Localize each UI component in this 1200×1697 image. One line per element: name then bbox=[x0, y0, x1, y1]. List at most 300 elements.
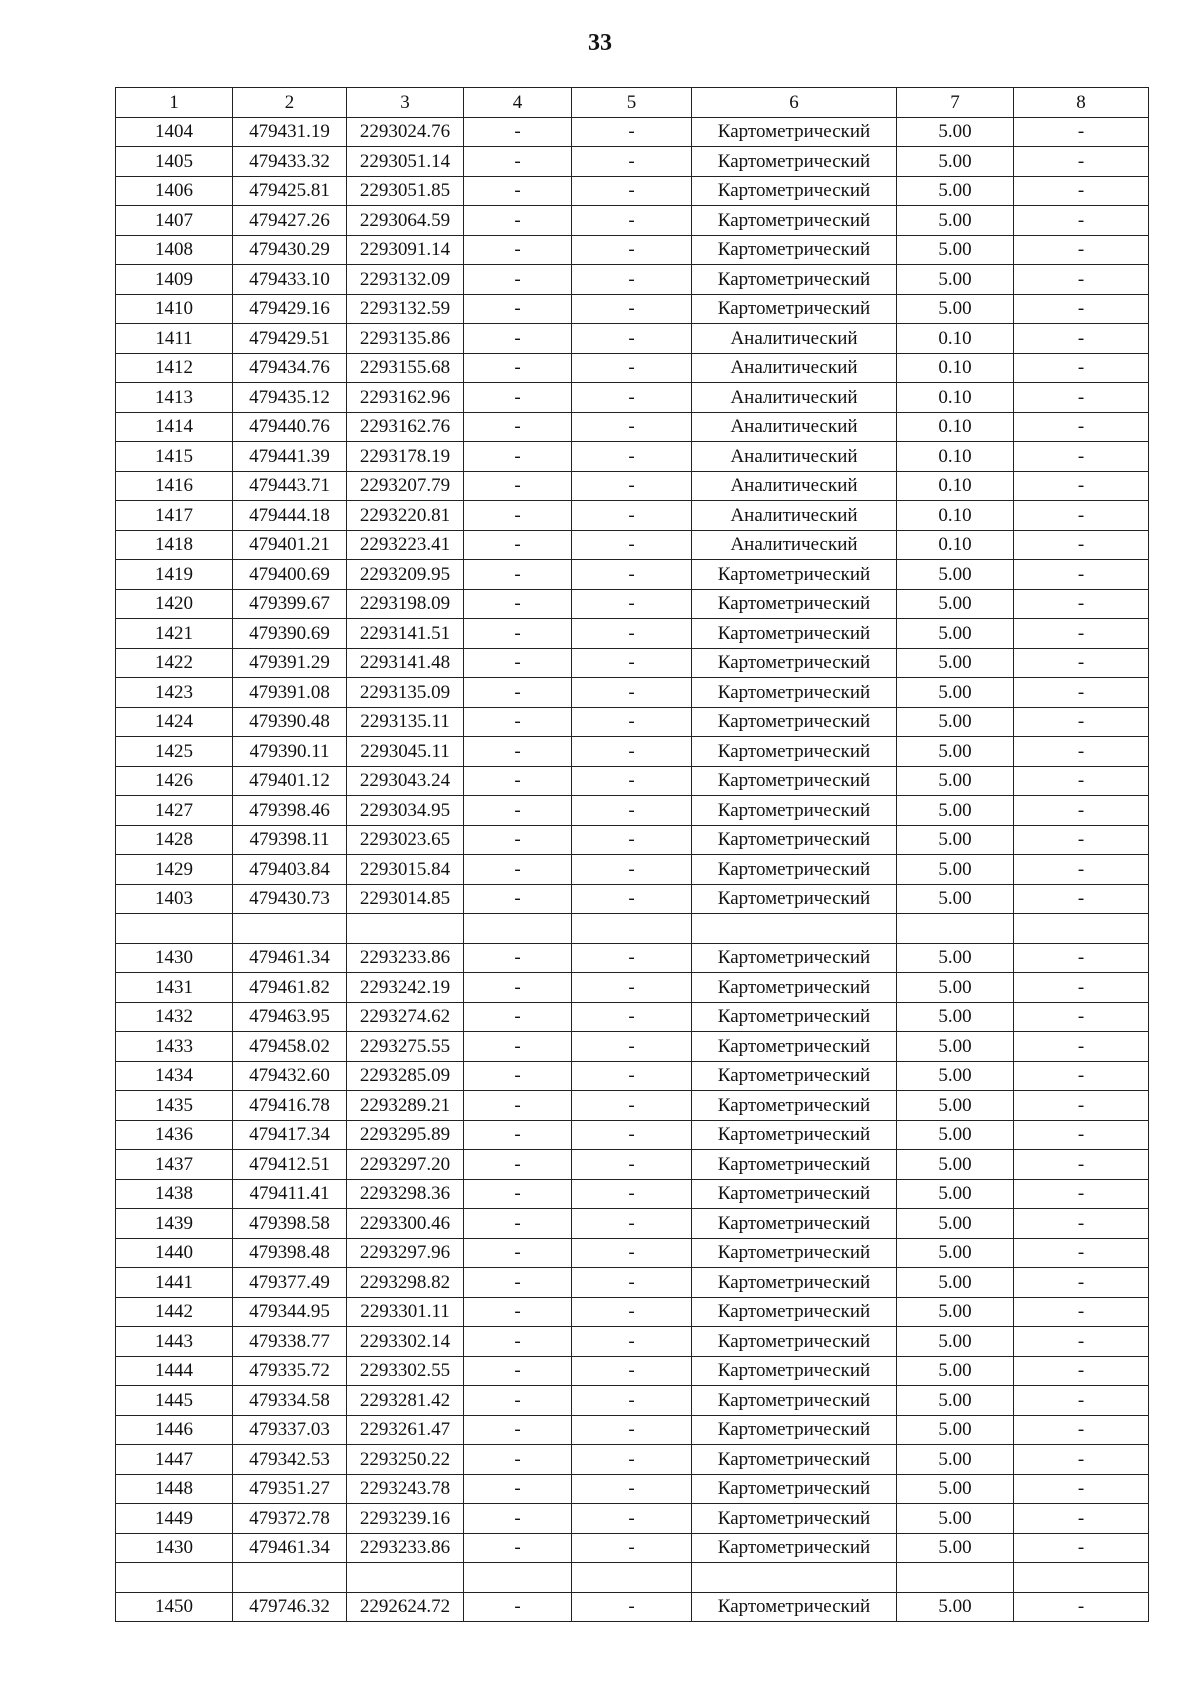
table-cell: 479433.10 bbox=[233, 265, 347, 295]
table-cell: 5.00 bbox=[897, 265, 1014, 295]
table-cell: 1441 bbox=[116, 1268, 233, 1298]
table-cell: - bbox=[572, 1268, 692, 1298]
table-cell: 479390.48 bbox=[233, 707, 347, 737]
table-cell: 479411.41 bbox=[233, 1179, 347, 1209]
table-cell: 479416.78 bbox=[233, 1091, 347, 1121]
table-cell: 1434 bbox=[116, 1061, 233, 1091]
table-cell bbox=[572, 914, 692, 944]
table-cell: Аналитический bbox=[692, 501, 897, 531]
table-cell: 479372.78 bbox=[233, 1504, 347, 1534]
table-cell: - bbox=[1014, 1415, 1149, 1445]
table-cell: 5.00 bbox=[897, 1061, 1014, 1091]
table-cell: 2293141.48 bbox=[347, 648, 464, 678]
table-cell: Картометрический bbox=[692, 1592, 897, 1622]
table-row bbox=[116, 1002, 1149, 1032]
table-cell: 5.00 bbox=[897, 1238, 1014, 1268]
table-cell: 479351.27 bbox=[233, 1474, 347, 1504]
table-cell: - bbox=[464, 678, 572, 708]
table-cell: 1427 bbox=[116, 796, 233, 826]
table-row bbox=[116, 147, 1149, 177]
table-cell: 479434.76 bbox=[233, 353, 347, 383]
table-cell: 1438 bbox=[116, 1179, 233, 1209]
table-cell: - bbox=[464, 501, 572, 531]
column-header: 5 bbox=[572, 88, 692, 118]
table-cell: 479398.58 bbox=[233, 1209, 347, 1239]
table-cell: 479390.69 bbox=[233, 619, 347, 649]
table-row bbox=[116, 265, 1149, 295]
table-cell: 1411 bbox=[116, 324, 233, 354]
separator-row bbox=[116, 914, 1149, 944]
table-cell: 1436 bbox=[116, 1120, 233, 1150]
table-cell: 1414 bbox=[116, 412, 233, 442]
table-cell: - bbox=[572, 176, 692, 206]
table-cell: - bbox=[1014, 1386, 1149, 1416]
table-cell: - bbox=[1014, 530, 1149, 560]
table-cell: - bbox=[464, 1061, 572, 1091]
table-cell: - bbox=[572, 973, 692, 1003]
table-cell: 479441.39 bbox=[233, 442, 347, 472]
table-cell: 5.00 bbox=[897, 825, 1014, 855]
table-cell: 479444.18 bbox=[233, 501, 347, 531]
table-cell: - bbox=[1014, 884, 1149, 914]
table-cell: - bbox=[464, 1533, 572, 1563]
column-header: 3 bbox=[347, 88, 464, 118]
column-header: 8 bbox=[1014, 88, 1149, 118]
table-cell: - bbox=[464, 1474, 572, 1504]
table-cell: 2293281.42 bbox=[347, 1386, 464, 1416]
table-row bbox=[116, 1474, 1149, 1504]
table-cell: 5.00 bbox=[897, 1268, 1014, 1298]
table-cell: 5.00 bbox=[897, 176, 1014, 206]
table-cell: - bbox=[572, 1474, 692, 1504]
page-number: 33 bbox=[588, 30, 612, 56]
table-cell: Картометрический bbox=[692, 1445, 897, 1475]
table-row bbox=[116, 589, 1149, 619]
table-cell: 2293051.85 bbox=[347, 176, 464, 206]
table-cell: 1403 bbox=[116, 884, 233, 914]
table-row bbox=[116, 766, 1149, 796]
table-cell: 2293295.89 bbox=[347, 1120, 464, 1150]
table-cell: - bbox=[464, 1150, 572, 1180]
table-cell: - bbox=[572, 353, 692, 383]
table-cell: 479412.51 bbox=[233, 1150, 347, 1180]
table-cell: 479398.48 bbox=[233, 1238, 347, 1268]
table-cell: 1433 bbox=[116, 1032, 233, 1062]
header-row bbox=[116, 88, 1149, 118]
table-row bbox=[116, 560, 1149, 590]
table-cell: - bbox=[464, 737, 572, 767]
table-cell: - bbox=[1014, 1179, 1149, 1209]
table-cell: - bbox=[572, 294, 692, 324]
table-cell: - bbox=[464, 1002, 572, 1032]
table-cell: - bbox=[464, 235, 572, 265]
table-cell: Картометрический bbox=[692, 1091, 897, 1121]
table-cell: 5.00 bbox=[897, 235, 1014, 265]
table-cell: - bbox=[572, 235, 692, 265]
table-cell: 1430 bbox=[116, 943, 233, 973]
table-cell: - bbox=[1014, 412, 1149, 442]
table-row bbox=[116, 825, 1149, 855]
table-cell: - bbox=[464, 206, 572, 236]
table-cell: 1424 bbox=[116, 707, 233, 737]
table-cell: - bbox=[572, 471, 692, 501]
table-cell: 5.00 bbox=[897, 973, 1014, 1003]
table-row bbox=[116, 619, 1149, 649]
table-cell: - bbox=[464, 796, 572, 826]
table-cell: Картометрический bbox=[692, 1032, 897, 1062]
table-row bbox=[116, 1032, 1149, 1062]
table-cell: Картометрический bbox=[692, 1327, 897, 1357]
table-cell: 2293064.59 bbox=[347, 206, 464, 236]
table-cell: - bbox=[464, 1268, 572, 1298]
table-cell: 2293250.22 bbox=[347, 1445, 464, 1475]
table-cell: - bbox=[464, 1327, 572, 1357]
table-cell: - bbox=[464, 707, 572, 737]
table-cell: Картометрический bbox=[692, 1150, 897, 1180]
table-cell: 2293162.96 bbox=[347, 383, 464, 413]
table-cell: 479458.02 bbox=[233, 1032, 347, 1062]
table-cell: - bbox=[572, 324, 692, 354]
table-cell: 1450 bbox=[116, 1592, 233, 1622]
table-cell: 2293302.55 bbox=[347, 1356, 464, 1386]
table-cell: - bbox=[572, 1504, 692, 1534]
table-cell: 5.00 bbox=[897, 766, 1014, 796]
table-cell: - bbox=[1014, 707, 1149, 737]
table-cell: Картометрический bbox=[692, 973, 897, 1003]
table-cell: 479433.32 bbox=[233, 147, 347, 177]
table-cell: 2293132.59 bbox=[347, 294, 464, 324]
table-cell: 2293091.14 bbox=[347, 235, 464, 265]
table-cell: - bbox=[1014, 1002, 1149, 1032]
table-cell: - bbox=[1014, 294, 1149, 324]
table-cell: - bbox=[572, 1415, 692, 1445]
table-cell: 2293141.51 bbox=[347, 619, 464, 649]
table-cell: Аналитический bbox=[692, 412, 897, 442]
table-cell: 5.00 bbox=[897, 884, 1014, 914]
table-row bbox=[116, 1268, 1149, 1298]
table-cell: 2293045.11 bbox=[347, 737, 464, 767]
table-cell: Картометрический bbox=[692, 294, 897, 324]
table-cell: - bbox=[1014, 471, 1149, 501]
table-cell: - bbox=[1014, 353, 1149, 383]
table-cell: - bbox=[1014, 1150, 1149, 1180]
table-cell: - bbox=[464, 943, 572, 973]
table-cell: - bbox=[572, 1091, 692, 1121]
table-cell: 5.00 bbox=[897, 1592, 1014, 1622]
table-cell bbox=[1014, 1563, 1149, 1593]
table-cell: - bbox=[464, 560, 572, 590]
table-cell: - bbox=[572, 117, 692, 147]
table-cell: 479432.60 bbox=[233, 1061, 347, 1091]
table-cell: 1428 bbox=[116, 825, 233, 855]
table-cell: 1447 bbox=[116, 1445, 233, 1475]
table-cell: - bbox=[464, 324, 572, 354]
table-cell: 1412 bbox=[116, 353, 233, 383]
table-cell: - bbox=[1014, 1238, 1149, 1268]
table-cell: 479344.95 bbox=[233, 1297, 347, 1327]
table-cell: 5.00 bbox=[897, 294, 1014, 324]
table-cell: 5.00 bbox=[897, 1032, 1014, 1062]
table-cell: 1413 bbox=[116, 383, 233, 413]
table-cell: Картометрический bbox=[692, 1179, 897, 1209]
table-cell: Картометрический bbox=[692, 1474, 897, 1504]
table-cell: - bbox=[464, 1356, 572, 1386]
table-cell: 479461.34 bbox=[233, 1533, 347, 1563]
table-row bbox=[116, 884, 1149, 914]
table-cell: Картометрический bbox=[692, 648, 897, 678]
table-cell: 5.00 bbox=[897, 1445, 1014, 1475]
table-cell: Аналитический bbox=[692, 442, 897, 472]
table-cell: 1442 bbox=[116, 1297, 233, 1327]
table-row bbox=[116, 1356, 1149, 1386]
table-cell: - bbox=[464, 117, 572, 147]
table-cell: Картометрический bbox=[692, 707, 897, 737]
table-cell: Картометрический bbox=[692, 855, 897, 885]
table-cell: - bbox=[1014, 1091, 1149, 1121]
table-cell: - bbox=[1014, 176, 1149, 206]
table-cell: 5.00 bbox=[897, 147, 1014, 177]
table-cell: 1431 bbox=[116, 973, 233, 1003]
table-row bbox=[116, 796, 1149, 826]
table-cell: - bbox=[572, 1327, 692, 1357]
table-row bbox=[116, 855, 1149, 885]
table-cell: - bbox=[1014, 265, 1149, 295]
table-cell: Картометрический bbox=[692, 206, 897, 236]
table-row bbox=[116, 353, 1149, 383]
table-row bbox=[116, 1238, 1149, 1268]
table-cell: Картометрический bbox=[692, 1356, 897, 1386]
table-cell: 2293135.09 bbox=[347, 678, 464, 708]
table-cell: - bbox=[464, 1120, 572, 1150]
table-cell: 0.10 bbox=[897, 530, 1014, 560]
table-cell: 1448 bbox=[116, 1474, 233, 1504]
table-cell: - bbox=[1014, 1592, 1149, 1622]
table-cell: - bbox=[572, 648, 692, 678]
table-cell: 479401.12 bbox=[233, 766, 347, 796]
table-cell: - bbox=[572, 383, 692, 413]
table-cell: 0.10 bbox=[897, 501, 1014, 531]
table-cell: 2293301.11 bbox=[347, 1297, 464, 1327]
table-cell: - bbox=[464, 1592, 572, 1622]
table-cell: - bbox=[1014, 1533, 1149, 1563]
table-cell: - bbox=[572, 1061, 692, 1091]
table-cell: - bbox=[1014, 560, 1149, 590]
table-cell: 479337.03 bbox=[233, 1415, 347, 1445]
table-cell: 2293023.65 bbox=[347, 825, 464, 855]
table-cell: Аналитический bbox=[692, 471, 897, 501]
table-cell: - bbox=[1014, 1297, 1149, 1327]
table-cell: 2293261.47 bbox=[347, 1415, 464, 1445]
table-cell: - bbox=[572, 1386, 692, 1416]
table-cell: 479338.77 bbox=[233, 1327, 347, 1357]
table-row bbox=[116, 1415, 1149, 1445]
table-cell: 5.00 bbox=[897, 648, 1014, 678]
table-cell: 5.00 bbox=[897, 1474, 1014, 1504]
table-cell: 5.00 bbox=[897, 1533, 1014, 1563]
table-row bbox=[116, 176, 1149, 206]
table-row bbox=[116, 412, 1149, 442]
table-cell: 2293239.16 bbox=[347, 1504, 464, 1534]
table-cell: - bbox=[464, 1386, 572, 1416]
table-cell: 2293132.09 bbox=[347, 265, 464, 295]
table-cell bbox=[464, 914, 572, 944]
table-cell: 479342.53 bbox=[233, 1445, 347, 1475]
table-cell: 1418 bbox=[116, 530, 233, 560]
column-header: 4 bbox=[464, 88, 572, 118]
table-cell: 2293233.86 bbox=[347, 943, 464, 973]
table-cell: - bbox=[1014, 825, 1149, 855]
table-cell: - bbox=[1014, 619, 1149, 649]
table-cell: - bbox=[572, 412, 692, 442]
table-cell: - bbox=[572, 1356, 692, 1386]
table-cell: - bbox=[572, 1032, 692, 1062]
table-cell: - bbox=[572, 796, 692, 826]
table-row bbox=[116, 1592, 1149, 1622]
table-cell: - bbox=[1014, 1209, 1149, 1239]
table-cell: 2293220.81 bbox=[347, 501, 464, 531]
table-cell: 1423 bbox=[116, 678, 233, 708]
table-cell: - bbox=[464, 1179, 572, 1209]
table-cell: - bbox=[572, 442, 692, 472]
table-cell: 479425.81 bbox=[233, 176, 347, 206]
table-cell: 5.00 bbox=[897, 1120, 1014, 1150]
table-cell: 1444 bbox=[116, 1356, 233, 1386]
table-cell: 2293043.24 bbox=[347, 766, 464, 796]
table-cell: 2292624.72 bbox=[347, 1592, 464, 1622]
table-cell: 2293289.21 bbox=[347, 1091, 464, 1121]
table-row bbox=[116, 206, 1149, 236]
table-cell: 479417.34 bbox=[233, 1120, 347, 1150]
column-header: 1 bbox=[116, 88, 233, 118]
table-cell: 1426 bbox=[116, 766, 233, 796]
table-cell bbox=[464, 1563, 572, 1593]
table-row bbox=[116, 383, 1149, 413]
table-cell: 2293274.62 bbox=[347, 1002, 464, 1032]
coordinates-table bbox=[115, 87, 1149, 1622]
table-cell bbox=[692, 1563, 897, 1593]
table-cell: - bbox=[1014, 383, 1149, 413]
table-cell: Картометрический bbox=[692, 1533, 897, 1563]
table-cell: Аналитический bbox=[692, 324, 897, 354]
table-cell: 1421 bbox=[116, 619, 233, 649]
table-row bbox=[116, 294, 1149, 324]
table-cell: - bbox=[572, 560, 692, 590]
table-cell: 1430 bbox=[116, 1533, 233, 1563]
table-cell: 479429.51 bbox=[233, 324, 347, 354]
table-cell bbox=[1014, 914, 1149, 944]
table-cell: - bbox=[572, 530, 692, 560]
table-cell: Картометрический bbox=[692, 1061, 897, 1091]
table-cell: Картометрический bbox=[692, 619, 897, 649]
table-row bbox=[116, 1150, 1149, 1180]
table-cell: - bbox=[572, 884, 692, 914]
table-cell: - bbox=[572, 737, 692, 767]
table-row bbox=[116, 648, 1149, 678]
table-cell: - bbox=[464, 1445, 572, 1475]
table-cell: 479461.34 bbox=[233, 943, 347, 973]
table-row bbox=[116, 1533, 1149, 1563]
table-cell: 5.00 bbox=[897, 1297, 1014, 1327]
table-cell: - bbox=[464, 884, 572, 914]
table-cell: 479746.32 bbox=[233, 1592, 347, 1622]
table-cell: 5.00 bbox=[897, 206, 1014, 236]
table-row bbox=[116, 678, 1149, 708]
table-cell: 5.00 bbox=[897, 589, 1014, 619]
table-cell: - bbox=[464, 147, 572, 177]
table-cell: 5.00 bbox=[897, 737, 1014, 767]
table-cell: 5.00 bbox=[897, 1504, 1014, 1534]
table-cell: - bbox=[572, 707, 692, 737]
table-cell bbox=[897, 1563, 1014, 1593]
table-cell: 2293024.76 bbox=[347, 117, 464, 147]
column-header: 6 bbox=[692, 88, 897, 118]
table-cell: 2293243.78 bbox=[347, 1474, 464, 1504]
table-cell: 1415 bbox=[116, 442, 233, 472]
table-cell bbox=[347, 914, 464, 944]
table-cell: 479427.26 bbox=[233, 206, 347, 236]
table-cell: - bbox=[464, 265, 572, 295]
table-cell: Картометрический bbox=[692, 1386, 897, 1416]
table-cell: 0.10 bbox=[897, 442, 1014, 472]
table-cell: - bbox=[572, 265, 692, 295]
table-cell: - bbox=[464, 294, 572, 324]
table-cell: - bbox=[464, 825, 572, 855]
table-row bbox=[116, 442, 1149, 472]
table-cell: - bbox=[464, 766, 572, 796]
table-cell: Аналитический bbox=[692, 530, 897, 560]
table-cell: - bbox=[572, 619, 692, 649]
table-cell: 5.00 bbox=[897, 117, 1014, 147]
table-cell: Картометрический bbox=[692, 678, 897, 708]
table-cell: 1429 bbox=[116, 855, 233, 885]
table-cell: 1432 bbox=[116, 1002, 233, 1032]
table-cell: - bbox=[464, 1209, 572, 1239]
column-header: 2 bbox=[233, 88, 347, 118]
table-cell: 1409 bbox=[116, 265, 233, 295]
table-row bbox=[116, 471, 1149, 501]
table-cell bbox=[347, 1563, 464, 1593]
table-cell: 2293162.76 bbox=[347, 412, 464, 442]
table-cell: 1416 bbox=[116, 471, 233, 501]
table-cell: 5.00 bbox=[897, 707, 1014, 737]
table-cell: - bbox=[1014, 1445, 1149, 1475]
table-cell: 479403.84 bbox=[233, 855, 347, 885]
table-cell: 1406 bbox=[116, 176, 233, 206]
table-cell: Картометрический bbox=[692, 1297, 897, 1327]
table-cell: 2293298.82 bbox=[347, 1268, 464, 1298]
table-cell: 1417 bbox=[116, 501, 233, 531]
table-cell: 479430.73 bbox=[233, 884, 347, 914]
table-cell: - bbox=[1014, 1032, 1149, 1062]
table-cell: 2293298.36 bbox=[347, 1179, 464, 1209]
table-row bbox=[116, 1179, 1149, 1209]
table-cell: Картометрический bbox=[692, 1238, 897, 1268]
table-row bbox=[116, 1504, 1149, 1534]
table-cell: 1410 bbox=[116, 294, 233, 324]
table-cell: - bbox=[1014, 1268, 1149, 1298]
table-cell: - bbox=[1014, 235, 1149, 265]
table-cell: - bbox=[464, 855, 572, 885]
table-cell: - bbox=[464, 1238, 572, 1268]
table-cell: - bbox=[572, 1209, 692, 1239]
table-cell: 1440 bbox=[116, 1238, 233, 1268]
table-row bbox=[116, 1209, 1149, 1239]
table-cell bbox=[233, 1563, 347, 1593]
table-cell: - bbox=[572, 1533, 692, 1563]
table-cell: 5.00 bbox=[897, 678, 1014, 708]
table-cell: - bbox=[572, 1445, 692, 1475]
table-cell: 5.00 bbox=[897, 1209, 1014, 1239]
